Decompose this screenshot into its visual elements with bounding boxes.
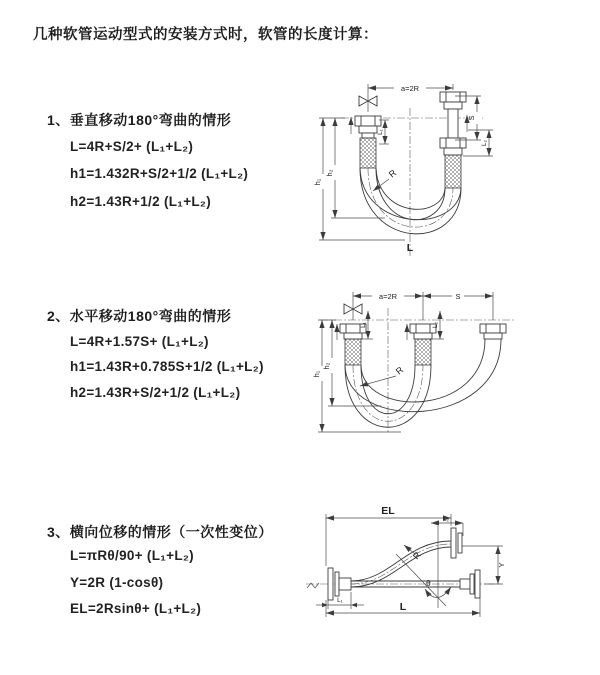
diagram-vertical-180-bend — [305, 72, 530, 264]
right-end-fitting — [480, 324, 506, 339]
dim-label-y: Y — [497, 562, 506, 568]
section-1-formula-L: L=4R+S/2+ (L₁+L₂) — [70, 139, 194, 154]
dim-label-a2r: a=2R — [400, 84, 420, 93]
page-title: 几种软管运动型式的安装方式时，软管的长度计算： — [33, 27, 378, 43]
dim-label-l: L — [399, 601, 407, 613]
dimension-a2r — [353, 290, 493, 320]
dimension-l1 — [316, 592, 364, 609]
dimension-l2 — [432, 311, 444, 339]
dim-label-l2: L₂ — [432, 322, 439, 328]
section-3-formula-L: L=πRθ/90+ (L₁+L₂) — [70, 548, 194, 563]
radius-label: R — [410, 549, 423, 562]
angle-label: θ — [426, 578, 431, 588]
dim-label-l2: L₂ — [481, 140, 488, 146]
section-2-formula-L: L=4R+1.57S+ (L₁+L₂) — [70, 334, 209, 349]
dim-label-l1: L₁ — [337, 597, 343, 604]
dimension-y — [462, 546, 506, 584]
section-1-formula-h1: h1=1.432R+S/2+1/2 (L₁+L₂) — [70, 166, 249, 181]
dim-label-h2: h₂ — [325, 169, 334, 177]
radius-label: R — [393, 364, 406, 377]
dimension-l — [326, 598, 480, 617]
dim-label-a2r: a=2R — [378, 292, 398, 301]
dim-label-L: L — [406, 242, 414, 254]
dim-label-h1: h₁ — [312, 370, 321, 378]
dimension-h1 — [313, 118, 405, 240]
dim-label-h1: h₁ — [313, 178, 322, 186]
section-1-heading: 1、垂直移动180°弯曲的情形 — [47, 112, 232, 128]
dim-label-h2: h₂ — [322, 362, 331, 370]
dim-label-l1: L₁ — [377, 129, 384, 135]
dim-label-l2: L₂ — [443, 516, 449, 523]
section-2-formula-h2: h2=1.43R+S/2+1/2 (L₁+L₂) — [70, 385, 241, 400]
section-3-formula-EL: EL=2Rsinθ+ (L₁+L₂) — [70, 601, 202, 616]
construction-lines — [396, 526, 451, 608]
dim-label-s: S — [455, 292, 461, 301]
s-curve-hose — [351, 541, 451, 587]
section-3-heading: 3、横向位移的情形（一次性变位） — [47, 524, 273, 540]
top-flange-fitting — [451, 528, 462, 558]
section-2-heading: 2、水平移动180°弯曲的情形 — [47, 308, 232, 324]
dim-label-s: S — [467, 115, 476, 121]
section-2-formula-h1: h1=1.43R+0.785S+1/2 (L₁+L₂) — [70, 359, 264, 374]
diagram-lateral-displacement — [298, 496, 590, 664]
section-3-formula-Y: Y=2R (1-cosθ) — [70, 575, 164, 590]
right-flange-fitting — [460, 570, 480, 598]
dim-label-el: EL — [381, 505, 395, 517]
radius-label: R — [386, 167, 399, 180]
dim-label-l1: L₁ — [360, 322, 367, 328]
section-1-formula-h2: h2=1.43R+1/2 (L₁+L₂) — [70, 194, 212, 209]
dimension-el — [326, 505, 451, 566]
dimension-l2 — [463, 130, 493, 156]
middle-end-fitting — [410, 324, 436, 365]
diagram-horizontal-180-bend — [306, 280, 541, 452]
